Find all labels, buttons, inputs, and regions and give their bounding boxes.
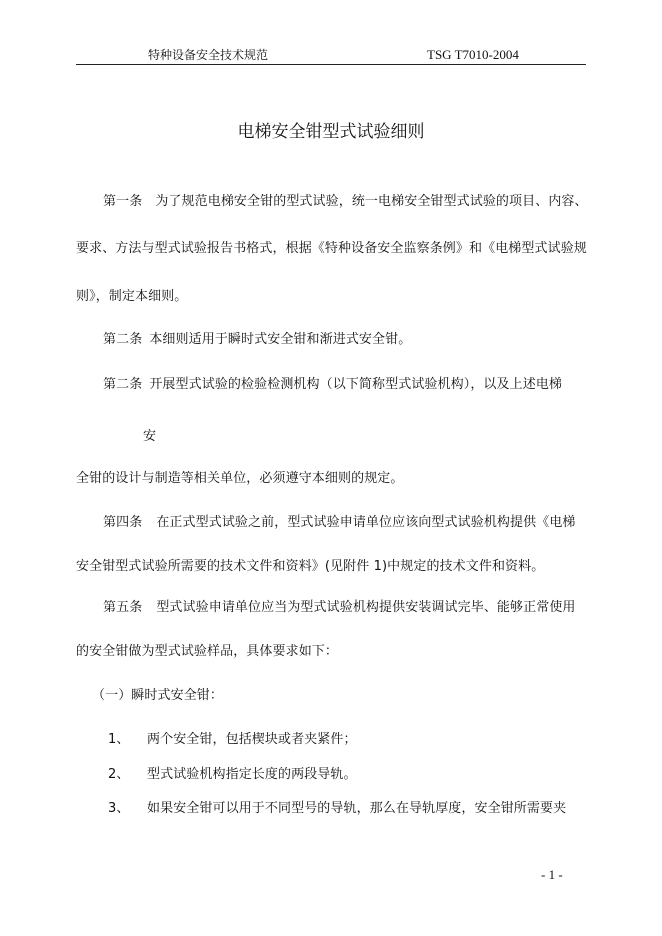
- article-3-label: 第二条: [103, 377, 143, 392]
- article-2-line-1: [103, 331, 411, 349]
- article-1-text-1: 为了规范电梯安全钳的型式试验，统一电梯安全钳型式试验的项目、内容、: [155, 194, 588, 209]
- list-item-3-number: 3、: [108, 801, 130, 816]
- list-item-1-number: 1、: [108, 732, 130, 747]
- list-item-2-number: 2、: [108, 767, 130, 782]
- article-5-text-1: 型式试验申请单位应当为型式试验机构提供安装调试完毕、能够正常使用: [156, 600, 576, 615]
- header-rule: [76, 64, 586, 65]
- article-4-line-1: [103, 514, 576, 532]
- list-item-1-text: 两个安全钳，包括楔块或者夹紧件；: [147, 732, 357, 747]
- article-4-line-2: 安全钳型式试验所需要的技术文件和资料》(见附件 1)中规定的技术文件和资料。: [76, 559, 545, 574]
- header-standard-code: TSG T7010-2004: [427, 47, 519, 62]
- article-3-line-2: 安: [143, 429, 157, 444]
- header-left-text: 特种设备安全技术规范: [148, 48, 269, 62]
- page-number: - 1 -: [541, 867, 563, 882]
- document-title: 电梯安全钳型式试验细则: [237, 122, 425, 142]
- article-4-label: 第四条: [103, 515, 143, 530]
- article-1-line-2: 要求、方法与型式试验报告书格式，根据《特种设备安全监察条例》和《电梯型式试验规: [76, 241, 587, 256]
- article-1-line-1: [103, 193, 588, 211]
- article-5-label: 第五条: [103, 600, 143, 615]
- article-3-line-1: [103, 376, 562, 394]
- article-2-label: 第二条: [103, 332, 143, 347]
- article-1-label: 第一条: [103, 194, 143, 209]
- article-3-line-3: 全钳的设计与制造等相关单位，必须遵守本细则的规定。: [76, 471, 404, 486]
- article-3-text-1: 开展型式试验的检验检测机构（以下简称型式试验机构），以及上述电梯: [149, 377, 563, 392]
- list-item-2-text: 型式试验机构指定长度的两段导轨。: [147, 767, 357, 782]
- article-2-text-1: 本细则适用于瞬时式安全钳和渐进式安全钳。: [149, 332, 412, 347]
- article-5-line-1: [103, 599, 576, 617]
- list-item-3-text: 如果安全钳可以用于不同型号的导轨，那么在导轨厚度，安全钳所需要夹: [147, 801, 567, 816]
- subsection-1-heading: （一）瞬时式安全钳：: [92, 688, 224, 703]
- article-1-line-3: 则》，制定本细则。: [76, 289, 188, 304]
- article-4-text-1: 在正式型式试验之前，型式试验申请单位应该向型式试验机构提供《电梯: [156, 515, 576, 530]
- article-5-line-2: 的安全钳做为型式试验样品，具体要求如下：: [76, 644, 339, 659]
